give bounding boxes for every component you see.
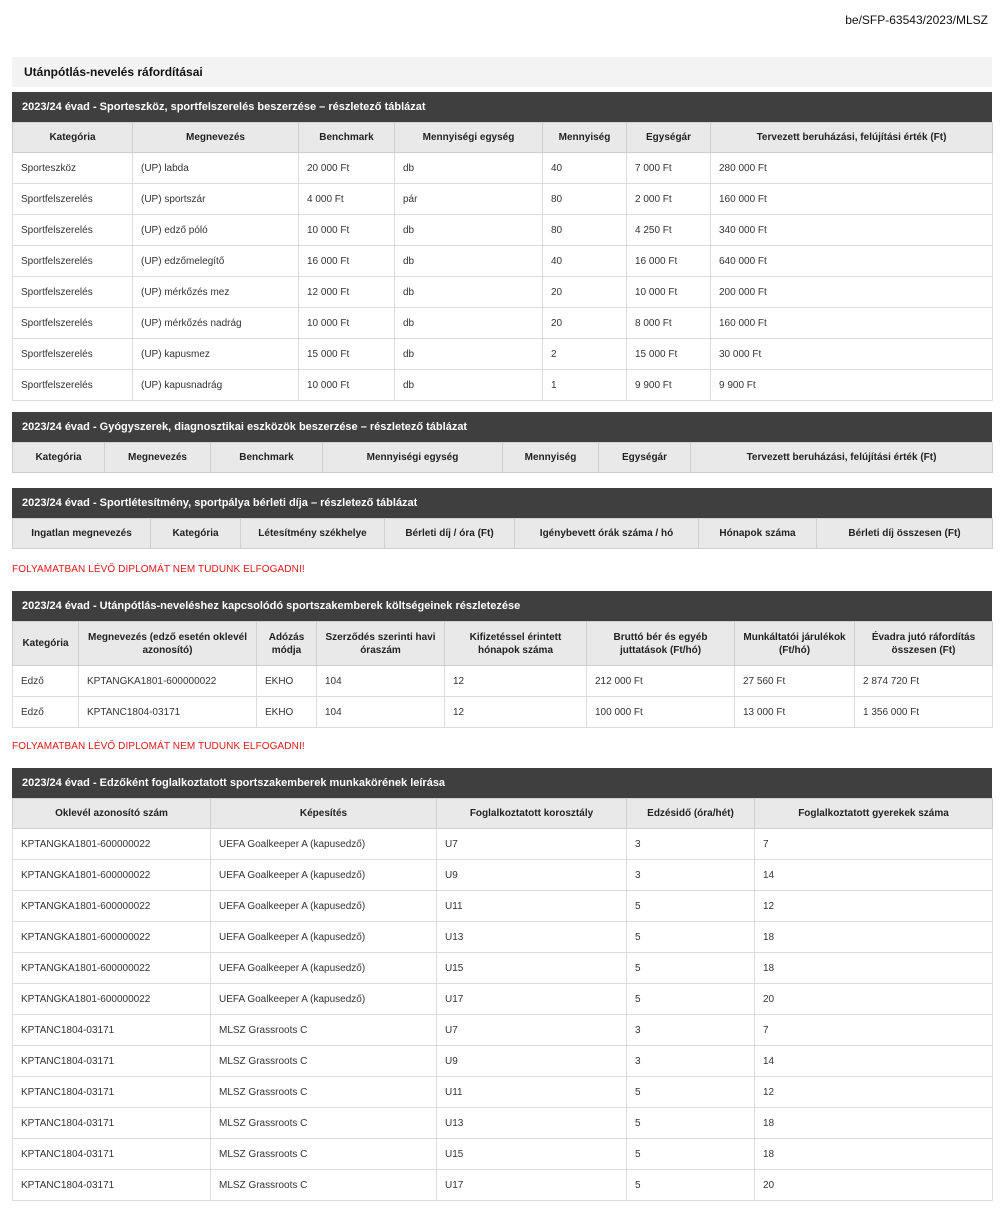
equipment-table <box>12 122 993 401</box>
table-cell: 212 000 Ft <box>587 666 735 697</box>
facility-header-cell: Igénybevett órák száma / hó <box>515 519 699 549</box>
table-cell: Edző <box>13 666 79 697</box>
facility-header-cell: Bérleti díj összesen (Ft) <box>817 519 993 549</box>
medical-header-cell: Mennyiség <box>503 443 599 473</box>
table-row <box>13 666 993 697</box>
table-cell: db <box>395 246 543 277</box>
facility-header-cell: Bérleti díj / óra (Ft) <box>385 519 515 549</box>
table-cell: (UP) edzőmelegítő <box>133 246 299 277</box>
table-cell: EKHO <box>257 697 317 728</box>
table-cell: 5 <box>627 922 755 953</box>
table-cell: 14 <box>755 1046 993 1077</box>
table-cell: 12 <box>755 1077 993 1108</box>
coaches-table <box>12 798 993 1201</box>
table-cell: 13 000 Ft <box>735 697 855 728</box>
table-cell: U15 <box>437 953 627 984</box>
equipment-header-cell: Benchmark <box>299 123 395 153</box>
staff-table-title: 2023/24 évad - Utánpótlás-neveléshez kapcsolódó sportszakemberek költségeinek részletezése <box>12 591 992 621</box>
table-row <box>13 308 993 339</box>
medical-section <box>12 412 992 473</box>
table-cell: U13 <box>437 1108 627 1139</box>
medical-table-header <box>13 443 993 473</box>
staff-table-header <box>13 622 993 666</box>
table-cell: UEFA Goalkeeper A (kapusedző) <box>211 829 437 860</box>
table-cell: 20 <box>755 984 993 1015</box>
facility-table-title: 2023/24 évad - Sportlétesítmény, sportpálya bérleti díja – részletező táblázat <box>12 488 992 518</box>
table-cell: KPTANGKA1801-600000022 <box>79 666 257 697</box>
table-cell: 12 <box>755 891 993 922</box>
table-row <box>13 922 993 953</box>
table-cell: 3 <box>627 1046 755 1077</box>
table-cell: 12 <box>445 697 587 728</box>
table-cell: 18 <box>755 953 993 984</box>
coaches-header-cell: Oklevél azonosító szám <box>13 799 211 829</box>
equipment-table-title: 2023/24 évad - Sporteszköz, sportfelszerelés beszerzése – részletező táblázat <box>12 92 992 122</box>
table-cell: db <box>395 153 543 184</box>
table-cell: 280 000 Ft <box>711 153 993 184</box>
section-title: Utánpótlás-nevelés ráfordításai <box>12 57 992 87</box>
staff-header-cell: Szerződés szerinti havi óraszám <box>317 622 445 666</box>
table-row <box>13 153 993 184</box>
table-row <box>13 370 993 401</box>
table-cell: db <box>395 339 543 370</box>
table-cell: 20 <box>543 308 627 339</box>
table-cell: db <box>395 277 543 308</box>
table-cell: 5 <box>627 953 755 984</box>
table-cell: 5 <box>627 1170 755 1201</box>
table-cell: Sportfelszerelés <box>13 308 133 339</box>
table-cell: UEFA Goalkeeper A (kapusedző) <box>211 984 437 1015</box>
table-cell: 104 <box>317 666 445 697</box>
medical-header-cell: Benchmark <box>211 443 323 473</box>
table-cell: 10 000 Ft <box>627 277 711 308</box>
table-cell: U15 <box>437 1139 627 1170</box>
table-cell: KPTANGKA1801-600000022 <box>13 829 211 860</box>
coaches-header-cell: Foglalkoztatott korosztály <box>437 799 627 829</box>
table-cell: 10 000 Ft <box>299 370 395 401</box>
table-cell: Sportfelszerelés <box>13 339 133 370</box>
table-cell: UEFA Goalkeeper A (kapusedző) <box>211 860 437 891</box>
table-cell: Sportfelszerelés <box>13 246 133 277</box>
staff-header-cell: Munkáltatói járulékok (Ft/hó) <box>735 622 855 666</box>
table-cell: U9 <box>437 860 627 891</box>
table-cell: (UP) kapusnadrág <box>133 370 299 401</box>
table-cell: KPTANGKA1801-600000022 <box>13 953 211 984</box>
table-cell: 20 <box>543 277 627 308</box>
document-reference: be/SFP-63543/2023/MLSZ <box>845 13 988 27</box>
table-cell: 20 000 Ft <box>299 153 395 184</box>
table-cell: 2 000 Ft <box>627 184 711 215</box>
facility-section <box>12 488 992 549</box>
diploma-warning: FOLYAMATBAN LÉVŐ DIPLOMÁT NEM TUDUNK ELFOGADNI! <box>12 564 305 575</box>
table-cell: 40 <box>543 153 627 184</box>
table-cell: 340 000 Ft <box>711 215 993 246</box>
table-cell: KPTANGKA1801-600000022 <box>13 891 211 922</box>
table-cell: Sporteszköz <box>13 153 133 184</box>
coaches-table-title: 2023/24 évad - Edzőként foglalkoztatott sportszakemberek munkakörének leírása <box>12 768 992 798</box>
facility-header-cell: Hónapok száma <box>699 519 817 549</box>
table-cell: MLSZ Grassroots C <box>211 1046 437 1077</box>
staff-header-cell: Megnevezés (edző esetén oklevél azonosító) <box>79 622 257 666</box>
table-cell: 100 000 Ft <box>587 697 735 728</box>
table-row <box>13 697 993 728</box>
table-row <box>13 1046 993 1077</box>
table-cell: Edző <box>13 697 79 728</box>
table-cell: KPTANC1804-03171 <box>79 697 257 728</box>
table-cell: U17 <box>437 1170 627 1201</box>
table-cell: 2 874 720 Ft <box>855 666 993 697</box>
facility-header-cell: Kategória <box>151 519 241 549</box>
table-cell: 18 <box>755 1108 993 1139</box>
table-cell: 4 000 Ft <box>299 184 395 215</box>
table-cell: Sportfelszerelés <box>13 184 133 215</box>
table-cell: 7 <box>755 1015 993 1046</box>
table-cell: (UP) sportszár <box>133 184 299 215</box>
medical-header-cell: Megnevezés <box>105 443 211 473</box>
medical-table <box>12 442 993 473</box>
table-cell: 40 <box>543 246 627 277</box>
table-cell: 18 <box>755 922 993 953</box>
facility-header-cell: Ingatlan megnevezés <box>13 519 151 549</box>
table-cell: 5 <box>627 891 755 922</box>
table-cell: db <box>395 308 543 339</box>
table-cell: Sportfelszerelés <box>13 277 133 308</box>
staff-header-cell: Kifizetéssel érintett hónapok száma <box>445 622 587 666</box>
table-cell: 27 560 Ft <box>735 666 855 697</box>
table-cell: 18 <box>755 1139 993 1170</box>
table-row <box>13 891 993 922</box>
table-cell: MLSZ Grassroots C <box>211 1139 437 1170</box>
table-row <box>13 1077 993 1108</box>
table-cell: 200 000 Ft <box>711 277 993 308</box>
table-cell: 5 <box>627 984 755 1015</box>
table-cell: 160 000 Ft <box>711 184 993 215</box>
table-row <box>13 953 993 984</box>
table-cell: 9 900 Ft <box>711 370 993 401</box>
table-cell: U11 <box>437 1077 627 1108</box>
table-cell: KPTANC1804-03171 <box>13 1015 211 1046</box>
table-cell: 9 900 Ft <box>627 370 711 401</box>
table-cell: MLSZ Grassroots C <box>211 1015 437 1046</box>
table-cell: 104 <box>317 697 445 728</box>
medical-table-title: 2023/24 évad - Gyógyszerek, diagnosztikai eszközök beszerzése – részletező táblázat <box>12 412 992 442</box>
medical-header-cell: Mennyiségi egység <box>323 443 503 473</box>
table-cell: KPTANGKA1801-600000022 <box>13 922 211 953</box>
table-cell: U7 <box>437 1015 627 1046</box>
table-cell: 10 000 Ft <box>299 215 395 246</box>
table-cell: (UP) mérkőzés mez <box>133 277 299 308</box>
table-cell: EKHO <box>257 666 317 697</box>
table-row <box>13 277 993 308</box>
equipment-header-cell: Kategória <box>13 123 133 153</box>
staff-table <box>12 621 993 728</box>
table-cell: U9 <box>437 1046 627 1077</box>
table-row <box>13 1139 993 1170</box>
medical-header-cell: Egységár <box>599 443 691 473</box>
table-cell: Sportfelszerelés <box>13 215 133 246</box>
table-cell: UEFA Goalkeeper A (kapusedző) <box>211 891 437 922</box>
table-cell: (UP) edző póló <box>133 215 299 246</box>
equipment-header-cell: Mennyiségi egység <box>395 123 543 153</box>
table-row <box>13 829 993 860</box>
table-cell: 1 356 000 Ft <box>855 697 993 728</box>
table-cell: 3 <box>627 829 755 860</box>
table-row <box>13 246 993 277</box>
table-cell: 5 <box>627 1108 755 1139</box>
table-cell: 12 <box>445 666 587 697</box>
table-cell: 12 000 Ft <box>299 277 395 308</box>
equipment-header-cell: Megnevezés <box>133 123 299 153</box>
table-cell: 14 <box>755 860 993 891</box>
table-cell: KPTANC1804-03171 <box>13 1139 211 1170</box>
medical-header-cell: Kategória <box>13 443 105 473</box>
table-cell: 20 <box>755 1170 993 1201</box>
table-row <box>13 339 993 370</box>
table-row <box>13 1015 993 1046</box>
coaches-header-cell: Foglalkoztatott gyerekek száma <box>755 799 993 829</box>
table-cell: KPTANC1804-03171 <box>13 1046 211 1077</box>
staff-header-cell: Adózás módja <box>257 622 317 666</box>
table-cell: 5 <box>627 1139 755 1170</box>
coaches-section <box>12 768 992 1201</box>
facility-table-header <box>13 519 993 549</box>
table-row <box>13 184 993 215</box>
staff-header-cell: Évadra jutó ráfordítás összesen (Ft) <box>855 622 993 666</box>
table-cell: UEFA Goalkeeper A (kapusedző) <box>211 922 437 953</box>
table-cell: 2 <box>543 339 627 370</box>
table-cell: db <box>395 215 543 246</box>
staff-header-cell: Kategória <box>13 622 79 666</box>
table-cell: db <box>395 370 543 401</box>
table-cell: 8 000 Ft <box>627 308 711 339</box>
table-cell: Sportfelszerelés <box>13 370 133 401</box>
medical-header-cell: Tervezett beruházási, felújítási érték (Ft) <box>691 443 993 473</box>
staff-section <box>12 591 992 728</box>
table-cell: 7 <box>755 829 993 860</box>
equipment-header-cell: Mennyiség <box>543 123 627 153</box>
table-cell: KPTANC1804-03171 <box>13 1077 211 1108</box>
coaches-header-cell: Edzésidő (óra/hét) <box>627 799 755 829</box>
table-cell: U13 <box>437 922 627 953</box>
table-cell: 15 000 Ft <box>627 339 711 370</box>
table-cell: U7 <box>437 829 627 860</box>
equipment-header-cell: Tervezett beruházási, felújítási érték (Ft) <box>711 123 993 153</box>
table-row <box>13 215 993 246</box>
table-cell: (UP) kapusmez <box>133 339 299 370</box>
table-cell: KPTANGKA1801-600000022 <box>13 860 211 891</box>
table-cell: 7 000 Ft <box>627 153 711 184</box>
table-cell: 5 <box>627 1077 755 1108</box>
table-cell: 640 000 Ft <box>711 246 993 277</box>
staff-header-cell: Bruttó bér és egyéb juttatások (Ft/hó) <box>587 622 735 666</box>
table-cell: 1 <box>543 370 627 401</box>
table-row <box>13 984 993 1015</box>
table-cell: MLSZ Grassroots C <box>211 1077 437 1108</box>
table-cell: 3 <box>627 860 755 891</box>
table-cell: 15 000 Ft <box>299 339 395 370</box>
table-cell: MLSZ Grassroots C <box>211 1108 437 1139</box>
table-cell: 10 000 Ft <box>299 308 395 339</box>
facility-table <box>12 518 993 549</box>
table-cell: UEFA Goalkeeper A (kapusedző) <box>211 953 437 984</box>
equipment-header-cell: Egységár <box>627 123 711 153</box>
coaches-table-header <box>13 799 993 829</box>
table-cell: 16 000 Ft <box>299 246 395 277</box>
table-cell: pár <box>395 184 543 215</box>
table-cell: KPTANGKA1801-600000022 <box>13 984 211 1015</box>
table-cell: 30 000 Ft <box>711 339 993 370</box>
table-row <box>13 1108 993 1139</box>
table-cell: KPTANC1804-03171 <box>13 1108 211 1139</box>
table-cell: KPTANC1804-03171 <box>13 1170 211 1201</box>
table-cell: 80 <box>543 215 627 246</box>
table-row <box>13 860 993 891</box>
table-cell: 4 250 Ft <box>627 215 711 246</box>
table-cell: 3 <box>627 1015 755 1046</box>
table-row <box>13 1170 993 1201</box>
table-cell: U17 <box>437 984 627 1015</box>
table-cell: (UP) mérkőzés nadrág <box>133 308 299 339</box>
coaches-header-cell: Képesítés <box>211 799 437 829</box>
table-cell: 80 <box>543 184 627 215</box>
table-cell: 16 000 Ft <box>627 246 711 277</box>
facility-header-cell: Létesítmény székhelye <box>241 519 385 549</box>
equipment-table-header <box>13 123 993 153</box>
equipment-section <box>12 92 992 401</box>
table-cell: MLSZ Grassroots C <box>211 1170 437 1201</box>
table-cell: U11 <box>437 891 627 922</box>
diploma-warning-2: FOLYAMATBAN LÉVŐ DIPLOMÁT NEM TUDUNK ELFOGADNI! <box>12 741 305 752</box>
table-cell: (UP) labda <box>133 153 299 184</box>
table-cell: 160 000 Ft <box>711 308 993 339</box>
